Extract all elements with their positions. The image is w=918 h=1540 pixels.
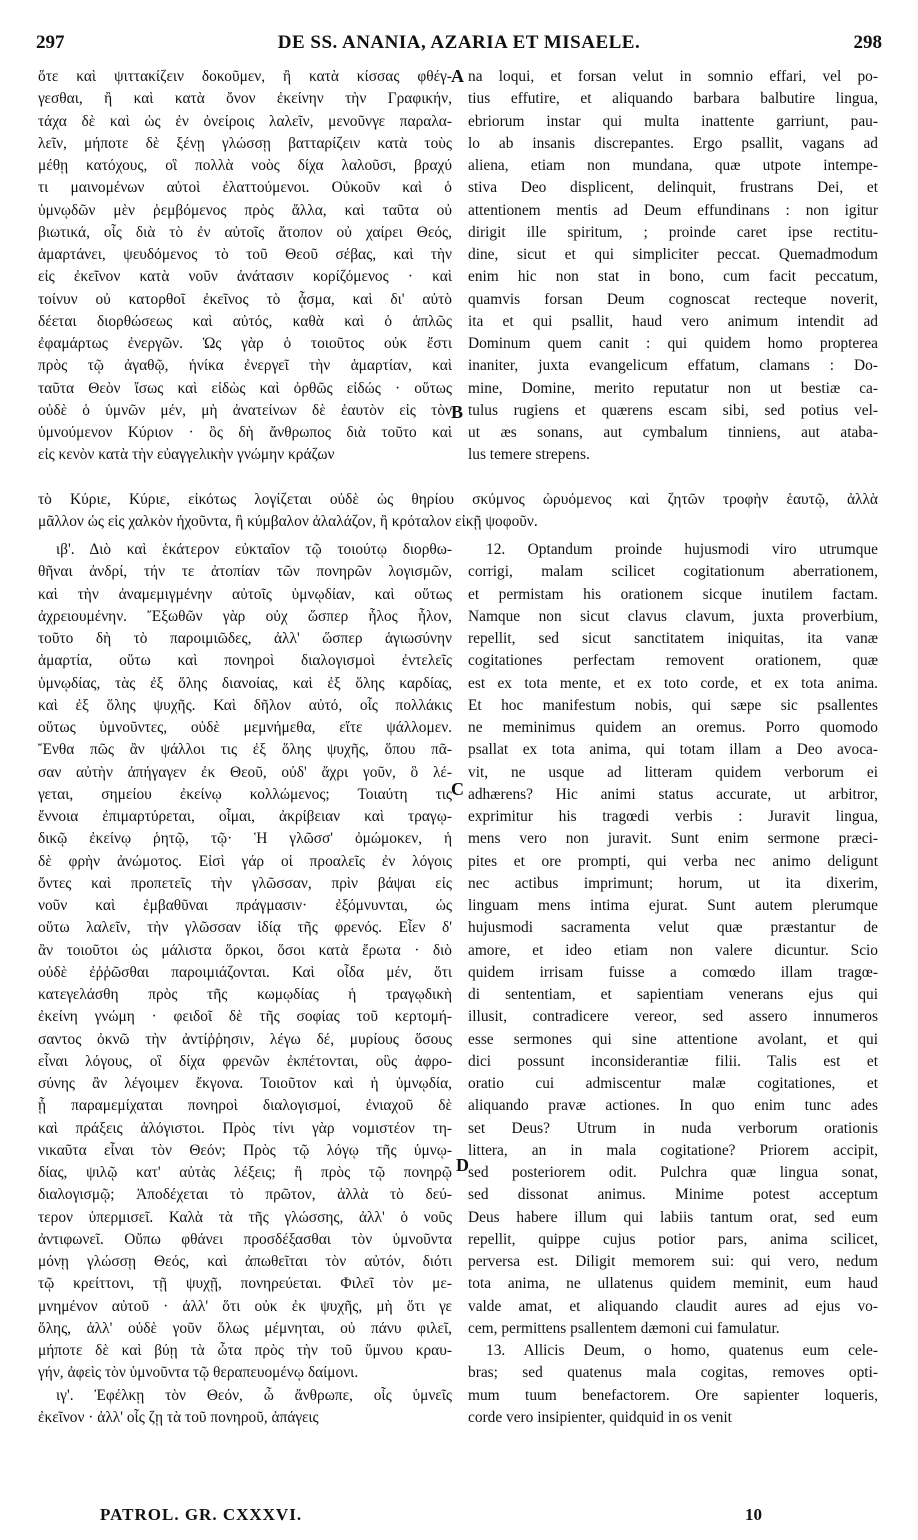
running-title: DE SS. ANANIA, AZARIA ET MISAELE. [277, 32, 641, 53]
text-line: ὄντες καὶ προπετεῖς τὴν γλῶσσαν, πρὶν βάψαι εἰς [38, 874, 452, 892]
text-line: di sententiam, et sapientiam venerans ejus qui [468, 986, 878, 1003]
text-line: μᾶλλον ὡς εἰς χαλκὸν ἠχοῦντα, ἢ κύμβαλον ἀλαλάζον, ἢ κρόταλον εἰκῇ ψοφοῦν. [38, 513, 538, 531]
text-line: δίας, ψιλῷ κατ' αὐτὰς λέξεις; ἢ πρὸς τῷ πονηρῷ [38, 1164, 452, 1181]
text-line: ἁμαρτάνει, ψευδόμενος τὸ τοῦ Θεοῦ σέβας, καὶ τὴν [38, 246, 452, 263]
text-line: aliquando pravæ actiones. In quo enim tunc ades [468, 1097, 878, 1115]
text-line: amore, et ideo etiam non valere dicuntur. Scio [468, 941, 878, 959]
text-line: ne meminimus quidem an oremus. Porro quomodo [468, 719, 878, 736]
text-line: repellit, quippe cujus potior pars, anima scilicet, [468, 1230, 878, 1248]
footer-signature: 10 [745, 1505, 762, 1524]
text-line: Namque non sicut clavus clavum, juxta proverbium, [468, 607, 878, 625]
text-line: enim hic non stat in bono, cum facit peccatum, [468, 268, 878, 286]
text-line: linguam mens intima ejurat. Sunt autem plerumque [468, 897, 878, 914]
text-line: tulus rugiens et quærens escam sibi, sed potius vel- [468, 401, 878, 419]
text-line: οὕτως ὑμνοῦντες, οὐδὲ μεμνήμεθα, εἴτε ψάλλομεν. [38, 719, 452, 736]
page-number-left: 297 [36, 32, 65, 53]
text-line: est ex tota mente, et ex toto corde, et ex tota anima. [468, 674, 878, 692]
greek-column-top [38, 66, 452, 467]
text-line: lus temere strepens. [468, 446, 590, 464]
text-line: aliena, etiam non mundana, quæ utpote intempe- [468, 157, 878, 174]
text-line: τοίνυν οὐ κατορθοῖ ἐκεῖνος τὸ ᾆσμα, καὶ δι' αὐτὸ [38, 290, 452, 308]
text-line: δέεται διορθώσεως καὶ αὐτός, καθὰ καὶ ὁ ἁπλῶς [38, 312, 452, 330]
margin-letter-c: C [451, 779, 464, 799]
text-line: corrigi, malam scilicet cogitationum aberrationem, [468, 563, 878, 581]
text-line: οὐδὲ ὁ ὑμνῶν μέν, μὴ ἀνατείνων δὲ ἑαυτὸν εἰς τὸν [38, 401, 452, 419]
text-line: dirigit ille spiritum, ; proinde caret ipse rectitu- [468, 223, 878, 241]
text-line: bras; sed quatenus mala cogitas, removes opti- [468, 1364, 878, 1382]
text-line: ὅλης, ἀλλ' οὐδὲ γοῦν ὅλως μέμνηται, οὐ πάνυ φιλεῖ, [38, 1319, 452, 1337]
text-line: μόνῃ γλώσσῃ Θεός, καὶ ἀπωθεῖται τὸν αὐτόν, διότι [38, 1253, 452, 1270]
text-line: 12. Optandum proinde hujusmodi viro utrumque [486, 541, 878, 558]
text-line: οὕτω λαλεῖν, τὴν γλῶσσαν ἰδίᾳ τῆς φρενός. Εἶεν δ' [38, 919, 452, 937]
text-line: εἰς κενὸν κατὰ τὴν εὐαγγελικὴν γνώμην κράζων [38, 446, 335, 464]
text-line: attentionem mentis ad Deum effundinans : non igitur [468, 201, 878, 219]
text-line: μήποτε δὲ καὶ βύῃ τὰ ὦτα πρὸς τὴν τοῦ ὕμνου κραυ- [38, 1342, 452, 1359]
text-line: cem, permittens psallentem dæmoni cui famulatur. [468, 1319, 780, 1337]
text-line: καὶ ἐξ ὅλης ψυχῆς. Καὶ δῆλον αὐτό, οἷς πολλάκις [38, 696, 452, 714]
text-line: adhærens? Hic animi status accurate, ut arbitror, [468, 785, 878, 803]
text-line: μνημένον αὐτοῦ · ἀλλ' ὅτι οὐκ ἐκ ψυχῆς, μὴ ὅτι γε [38, 1297, 452, 1315]
text-line: valde amat, et aliquando claudit aures ad ejus vo- [468, 1297, 878, 1315]
text-line: ἔννοια ἐπιμαρτύρεται, οἶμαι, ἀκρίβειαν καὶ τραγῳ- [38, 808, 452, 825]
text-line: λεῖν, μήποτε δὲ ξένῃ γλώσσῃ βατταρίζειν κατὰ τοὺς [38, 134, 452, 152]
text-line: νικαῦτα εἶναι τὸν Θεόν; Πρὸς τῷ λόγῳ τῆς ὑμνῳ- [38, 1141, 452, 1159]
text-line: stiva Deo displicent, delinquit, frustrans Dei, et [468, 179, 878, 197]
text-line: ᾗ παραμεμίχαται πονηροὶ διαλογισμοί, ἐνιαχοῦ δὲ [38, 1097, 452, 1115]
text-line: σαντος ὀκνῶ τὴν ἀντίῤῥησιν, λέγω δέ, μυρίους ὅσους [38, 1030, 452, 1048]
text-line: corde vero insipienter, quidquid in os venit [468, 1408, 732, 1426]
text-line: γήν, ἀφεὶς τὸν ὑμνοῦντα τῷ θεραπευομένῳ δαίμονι. [38, 1364, 359, 1382]
text-line: ιγ'. Ἐφέλκῃ τὸν Θεόν, ὦ ἄνθρωπε, οἷς ὑμνεῖς [56, 1386, 452, 1404]
text-line: cogitationes perfectam removent orationem, quæ [468, 652, 878, 670]
text-line: illusit, contradicere vereor, sed assero innumeros [468, 1008, 878, 1026]
text-line: ἐφαμάρτως ἐνεργῶν. Ὡς γὰρ ὁ τοιοῦτος οὐκ ἔστι [38, 335, 452, 352]
text-line: perversa est. Diligit memorem sui: qui vero, nedum [468, 1253, 878, 1270]
text-line: νοῦν καὶ ἐμβαθῦναι πράγμασιν· ἐξόμνυνται, ὡς [38, 897, 452, 914]
margin-letter-d: D [456, 1155, 469, 1175]
text-line: γεσθαι, ἢ καὶ κατὰ ὄνον ἐκείνην τὴν Γραφικήν, [38, 90, 452, 108]
greek-full-width-text [38, 489, 878, 534]
text-line: ἀχρειουμένην. Ἔξωθῶν γὰρ οὐχ ὥσπερ ἧλος ἧλον, [38, 607, 452, 625]
margin-letter-a: A [451, 66, 464, 86]
text-line: psallat ex tota anima, qui totam illam a Deo avoca- [468, 741, 878, 759]
text-line: τι μαινομένων αὐτοὶ ἐλαττούμενοι. Οὐκοῦν καὶ ὁ [38, 179, 452, 197]
text-line: ebriorum instar qui multa inattente garriunt, pau- [468, 112, 878, 130]
text-line: Ἔνθα πῶς ἂν ψάλλοι τις ἐξ ὅλης ψυχῆς, ὅπου πᾶ- [38, 741, 452, 759]
text-line: quidem irrisam fuisse a comœdo illam tragœ- [468, 963, 878, 981]
text-line: ὑμνούμενον Κύριον · ὃς δὴ ἄνθρωπος διὰ τοῦτο καὶ [38, 424, 452, 441]
text-line: pites et ore prompti, qui verba nec animo deligunt [468, 852, 878, 870]
text-line: τὸ Κύριε, Κύριε, εἰκότως λογίζεται οὐδὲ ὡς θηρίου σκύμνος ὠρυόμενος καὶ ζητῶν τροφὴν ἑαυτῷ, ἀλλὰ [38, 491, 878, 508]
text-line: εἶναι λόγους, οἳ δίχα φρενῶν ἐκπέτονται, οὓς ἀφρο- [38, 1052, 452, 1070]
text-line: γεται, σημείου ἐκείνῳ κολλώμενος; Τοιαύτη τις [38, 785, 452, 803]
text-line: οὐδὲ ἐῤῥῶσθαι παροιμιάζονται. Καὶ οἶδα μέν, ὅτι [38, 963, 452, 981]
text-line: esse sermones qui sine attentione avolant, et qui [468, 1030, 878, 1048]
text-line: na loqui, et forsan velut in somnio effari, vel po- [468, 68, 878, 85]
text-line: ὅτε καὶ ψιττακίζειν δοκοῦμεν, ἢ κατὰ κίσσας φθέγ- [38, 68, 452, 85]
text-line: καὶ πράξεις ἀλόγιστοι. Πρὸς τίνι γὰρ νομιστέον τη- [38, 1119, 452, 1137]
text-line: mine, Domine, merito reputatur non ut bestiæ ca- [468, 379, 878, 397]
text-line: Et hoc manifestum nobis, qui sæpe sic psallentes [468, 696, 878, 714]
text-line: ut æs sonans, aut cymbalum tinniens, aut ataba- [468, 424, 878, 441]
text-line: quamvis forsan Deum cognoscat recteque noverit, [468, 290, 878, 308]
text-line: et permistam his orationem sicque inutilem factam. [468, 585, 878, 603]
text-line: lo ab insanis discrepantes. Ergo psallit, vagans ad [468, 134, 878, 152]
text-line: ita et qui psallit, haud vero animum intendit ad [468, 312, 878, 330]
text-line: ἁμαρτία, οὕτω καὶ πονηροὶ διαλογισμοὶ ἐντελεῖς [38, 652, 452, 670]
margin-letter-b: B [451, 402, 464, 422]
text-line: littera, an in mala cogitatione? Priorem accipit, [468, 1141, 878, 1159]
text-line: mens vero non juravit. Sunt enim sermone præci- [468, 830, 878, 848]
text-line: tota anima, ne ullatenus quidem meminit, eum haud [468, 1275, 878, 1293]
text-line: μέθῃ κατόχους, οἳ πολλὰ νοὸς δίχα λαλοῦσι, βραχύ [38, 157, 452, 174]
text-line: exprimitur his tragœdi verbis : Juravit lingua, [468, 808, 878, 825]
text-line: inaniter, juxta evangelicum effatum, clamans : Do- [468, 357, 878, 375]
text-line: σαν αὐτὴν ἀπήγαγεν ἐκ Θεοῦ, οὐδ' ἄχρι γοῦν, ὃ λέ- [38, 763, 452, 781]
text-line: ταῦτα Θεὸν ἴσως καὶ εἰδὼς καὶ ὀρθῶς εἰδώς · οὕτως [38, 379, 452, 397]
text-line: εἰς ἐκεῖνον κατὰ νοῦν ἀνάτασιν κορίζόμενος · καὶ [38, 268, 452, 286]
text-line: κατεγελάσθη πρὸς τῆς κωμῳδίας ἡ τραγῳδικὴ [38, 986, 452, 1003]
text-line: sed posteriorem odit. Pulchra quæ lingua sonat, [468, 1164, 878, 1181]
text-line: repellit, sed sicut sanctitatem iniquitas, ita vanæ [468, 630, 878, 647]
text-line: θῆναι ἀνδρί, τήν τε ἀτοπίαν τῶν πονηρῶν λογισμῶν, [38, 563, 452, 581]
text-line: ἐκεῖνον · ἀλλ' οἷς ζῃ τὰ τοῦ πονηροῦ, ἀπάγεις [38, 1408, 319, 1426]
text-line: sed dissonat animus. Minime potest acceptum [468, 1186, 878, 1204]
text-line: nec actibus imprimunt; horum, ut ita dixerim, [468, 874, 878, 892]
text-line: ὑμνῳδῶν μὲν ῥεμβόμενος πρὸς ἄλλα, καὶ ταῦτα οὐ [38, 201, 452, 219]
text-line: hujusmodi sacramenta velut quæ præstantur de [468, 919, 878, 937]
text-line: 13. Allicis Deum, o homo, quatenus eum cele- [486, 1342, 878, 1359]
text-line: tius effutire, et aliquando barbara balbutire lingua, [468, 90, 878, 108]
text-line: δὲ φρὴν ἀνώμοτος. Εἰσὶ γάρ οἱ προαλεῖς ἐν λόγοις [38, 852, 452, 870]
text-line: oratio cui admiscentur malæ cogitationes, et [468, 1075, 878, 1092]
latin-column-top [468, 66, 878, 467]
page-number-right: 298 [853, 32, 882, 53]
text-line: ιβ'. Διὸ καὶ ἑκάτερον εὐκταῖον τῷ τοιούτῳ διορθω- [56, 541, 452, 558]
text-line: ὑμνῳδίας, τὰς ἐξ ὅλης διανοίας, καὶ ἐξ ὅλης καρδίας, [38, 674, 452, 692]
text-line: τάχα δὲ καὶ ὡς ἐν ὀνείροις λαλεῖν, μενοῦνγε παραλα- [38, 112, 452, 130]
text-line: τῷ κρείττονι, τῇ ψυχῇ, πονηρεύεται. Φιλεῖ τὸν με- [38, 1275, 452, 1293]
running-header [36, 32, 882, 58]
footer-series: PATROL. GR. CXXXVI. [100, 1505, 303, 1524]
text-line: τερον ὑπερμισεῖ. Καλὰ τὰ τῆς γλώσσης, ἀλλ' ὁ νοῦς [38, 1208, 452, 1226]
text-line: ἂν τοιοῦτοι ὡς μάλιστα ὅρκοι, ὅσοι κατὰ ἔρωτα · διὸ [38, 941, 452, 959]
text-line: δικῷ ἐκείνῳ ῥητῷ, τῷ· Ἡ γλῶσσ' ὀμώμοκεν, ἡ [38, 830, 452, 848]
latin-column-bottom [468, 539, 878, 1429]
text-line: διαλογισμῷ; Ἀποδέχεται τὸ πρῶτον, ἀλλὰ τὸ δεύ- [38, 1186, 452, 1204]
text-line: τοῦτο δὴ τὸ παροιμιῶδες, ἀλλ' ὥσπερ ἁγιωσύνην [38, 630, 452, 647]
text-line: dine, sicut et qui simpliciter peccat. Quemadmodum [468, 246, 878, 263]
text-line: Deus habere illum qui labiis tantum orat, sed eum [468, 1208, 878, 1226]
text-line: ἐκείνη γνώμη · φειδοῖ δὲ τῆς σοφίας τοῦ κερτομή- [38, 1008, 452, 1026]
text-line: βιωτικά, οἷς διὰ τὸ ἐν αὐτοῖς ἄτοπον οὐ χαίρει Θεός, [38, 223, 452, 241]
text-line: Dominum quem canit : qui quidem homo propterea [468, 335, 878, 352]
text-line: vit, ne usque ad litteram quidem verborum ei [468, 763, 878, 781]
text-line: ἀντιφωνεῖ. Οὔπω φθάνει προσδέξασθαι τὸν ὑμνοῦντα [38, 1230, 452, 1248]
greek-column-bottom [38, 539, 452, 1429]
text-line: set Deus? Utrum in nuda verborum orationis [468, 1119, 878, 1137]
text-line: dici possunt inconsiderantiæ filii. Talis est et [468, 1052, 878, 1070]
text-line: σύνης ἂν λέγοιμεν ἔκγονα. Τοιοῦτον καὶ ἡ ὑμνῳδία, [38, 1075, 452, 1092]
text-line: mum tuum benefactorem. Ore sapienter loqueris, [468, 1386, 878, 1404]
text-line: πρὸς τῷ ἀγαθῷ, ἡνίκα ἐνεργεῖ τὴν ἁμαρτίαν, καὶ [38, 357, 452, 375]
text-line: καὶ τὴν ἀναμεμιγμένην αὐτοῖς ὑμνῳδίαν, καὶ οὕτως [38, 585, 452, 603]
